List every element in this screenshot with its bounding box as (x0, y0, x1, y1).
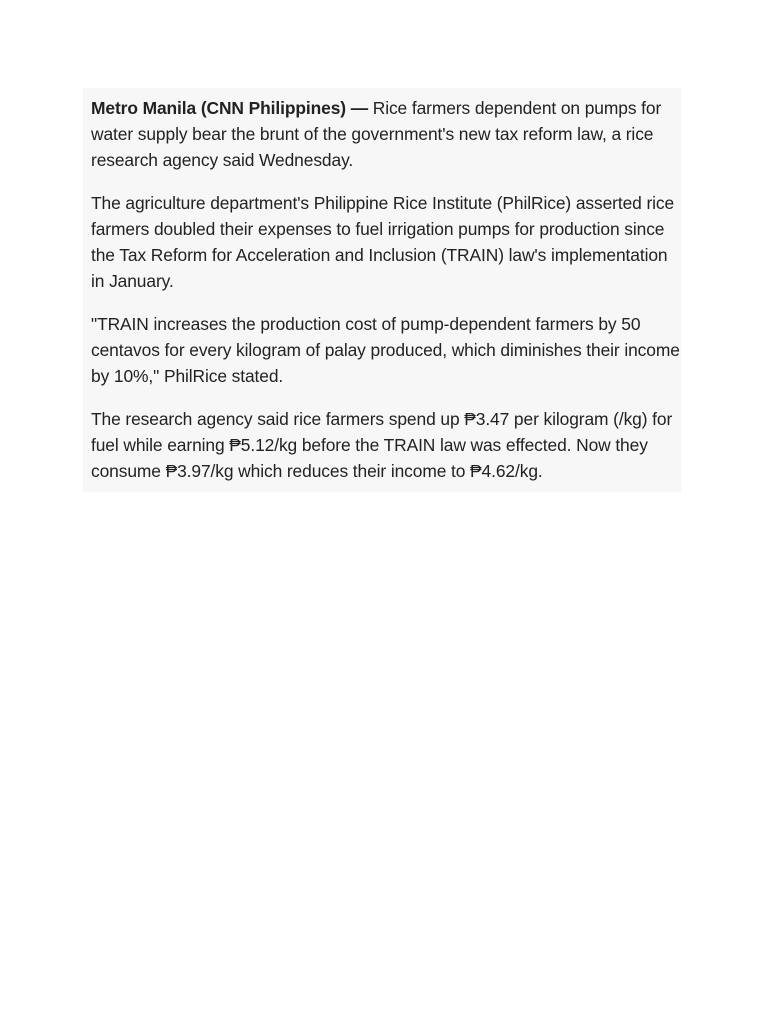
paragraph-philrice: The agriculture department's Philippine Rice Institute (PhilRice) asserted rice farmers doubled their expenses to fuel irrigation pumps for production since the Tax Reform for Acceleration and Inclusion (TRAIN) law's implementation in January. (91, 193, 675, 291)
lede-text: Rice farmers dependent on pumps for water supply bear the brunt of the government's new tax reform law, a rice research agency said Wednesday. (91, 98, 662, 170)
dateline: Metro Manila (CNN Philippines) — (91, 98, 368, 118)
article-body (83, 88, 681, 492)
paragraph-lede (83, 88, 681, 173)
paragraph-quote: "TRAIN increases the production cost of pump-dependent farmers by 50 centavos for every kilogram of palay produced, which diminishes their income by 10%," PhilRice stated. (91, 314, 680, 386)
paragraph-costs: The research agency said rice farmers spend up ₱3.47 per kilogram (/kg) for fuel while earning ₱5.12/kg before the TRAIN law was effected. Now they consume ₱3.97/kg which reduces their income to ₱4.62/kg. (91, 409, 673, 481)
